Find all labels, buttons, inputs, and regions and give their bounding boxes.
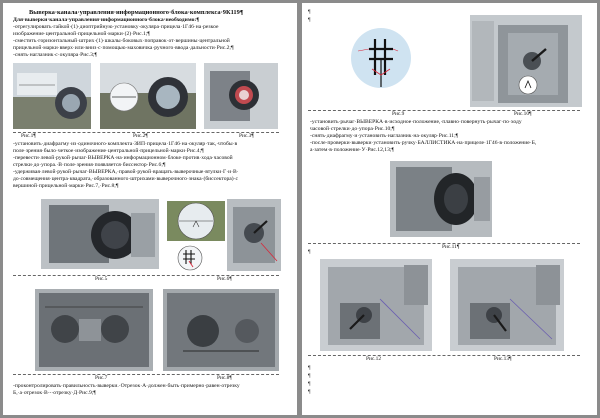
figure-6-inset-bisector xyxy=(177,245,203,271)
figure-5-reticle xyxy=(167,201,225,241)
paragraph-6-line-2: до·совмещения·центра·квадрата,·образованного·штрихами·выверочного·знака·(биссектора)·с xyxy=(13,176,238,182)
caption-fig-1: Рис.1¶ xyxy=(21,133,36,139)
separator xyxy=(13,374,279,375)
left-page xyxy=(3,3,297,415)
paragraph-2-line-2: прицельной·марки·вверх·или·вниз·с·помощью·маховичка·ручного·ввода·дальности·Рис.2;¶ xyxy=(13,45,234,51)
paragraph-1-line-1: -отрегулировать·гайкой·(1)·диоптрийную·установку·окуляра·прицела·1Г46·на·резкое xyxy=(13,24,219,30)
pilcrow-mark: ¶ xyxy=(308,249,311,255)
paragraph-2-line-1: -сместить·горизонтальный·штрих·(1)·шкалы·боковых·поправок·от·вершины·центральной xyxy=(13,38,230,44)
figure-6-photo xyxy=(227,199,281,271)
caption-fig-7: Рис.7 xyxy=(95,375,108,381)
pilcrow-mark: ¶ xyxy=(308,9,311,15)
pilcrow-mark: ¶ xyxy=(308,381,311,387)
figure-13-photo xyxy=(450,259,564,351)
pilcrow-mark: ¶ xyxy=(308,389,311,395)
document-title: Выверка·канала·управления·информационного·блока·комплекса·9К119¶ xyxy=(29,9,244,16)
caption-fig-13: Рис.13¶ xyxy=(494,356,512,362)
paragraph-4-line-2: поле·зрения·было·четкое·изображение·центральной·прицельной·марки·Рис.4;¶ xyxy=(13,148,204,154)
paragraph-8-line-1: -установить·рычаг·ВЫВЕРКА·в·исходное·положение,·плавно·повернуть·рычаг·по·ходу xyxy=(310,119,522,125)
paragraph-7-line-1: -проконтролировать·правильность·выверки.·Отрезок·А·должен·быть·примерно·равен·отрезку xyxy=(13,383,240,389)
figure-2-photo xyxy=(100,63,196,129)
caption-fig-2: Рис.2¶ xyxy=(133,133,148,139)
paragraph-8-line-2: часовой·стрелки·до·упора·Рис.10;¶ xyxy=(310,126,395,132)
paragraph-10-line-1: -после·проверки·выверки·установить·ручку·БАЛЛИСТИКА·на·прицеле·1Г46·в·положение·Б, xyxy=(310,140,537,146)
caption-fig-10: Рис.10¶ xyxy=(514,111,532,117)
figure-12-photo xyxy=(320,259,432,351)
caption-fig-3: Рис.3¶ xyxy=(239,133,254,139)
caption-fig-12: Рис.12 xyxy=(366,356,382,362)
figure-3-photo xyxy=(204,63,278,129)
paragraph-3: -снять·наглазник·с·окуляра·Рис.3;¶ xyxy=(13,52,98,58)
paragraph-10-line-2: а·затем·в·положение·У·Рис.12,13;¶ xyxy=(310,147,394,153)
figure-4-photo xyxy=(41,199,159,269)
figure-1-photo xyxy=(13,63,91,129)
figure-11-photo xyxy=(390,161,492,237)
caption-fig-6: Рис.6¶ xyxy=(217,276,232,282)
subtitle: Для·выверки·канала·управления·информационного·блока·необходимо:¶ xyxy=(13,17,200,23)
paragraph-5-line-2: стрелки·до·упора.·В·поле·зрения·появляется·биссектор·Рис.6;¶ xyxy=(13,162,166,168)
caption-fig-9: Рис.9 xyxy=(392,111,405,117)
figure-9-reticle xyxy=(338,25,424,91)
figure-8-photo xyxy=(163,289,279,371)
paragraph-4-line-1: -установить·диафрагму·из·одиночного·комплекта·ЗИП·прицела·1Г46·на·окуляр·так,·чтобы·в xyxy=(13,141,238,147)
pilcrow-mark: ¶ xyxy=(308,373,311,379)
right-page xyxy=(302,3,597,415)
figure-10-photo xyxy=(470,15,582,107)
paragraph-6-line-1: -удерживая·левой·рукой·рычаг·ВЫВЕРКА,·правой·рукой·вращать·выверочные·втулки·Г·и·В· xyxy=(13,169,239,175)
paragraph-9: -снять·диафрагму·и·установить·наглазник·на·окуляр·Рис.11;¶ xyxy=(310,133,459,139)
separator xyxy=(308,110,580,111)
paragraph-5-line-1: -перевести·левой·рукой·рычаг·ВЫВЕРКА·на·информационном·блоке·против·хода·часовой xyxy=(13,155,233,161)
pilcrow-mark: ¶ xyxy=(308,365,311,371)
paragraph-1-line-2: изображение·центральной·прицельной·марки·(2)·Рис.1;¶ xyxy=(13,31,150,37)
paragraph-6-line-3: вершиной·прицельной·марки·Рис.7,·Рис.8;¶ xyxy=(13,183,119,189)
paragraph-7-line-2: Б,·а·отрезок·В·-·отрезку·Д·Рис.9;¶ xyxy=(13,390,96,396)
separator xyxy=(13,275,279,276)
figure-7-photo xyxy=(35,289,153,371)
caption-fig-5: Рис.5 xyxy=(95,276,108,282)
pilcrow-mark: ¶ xyxy=(308,17,311,23)
separator xyxy=(308,355,580,356)
caption-fig-11: Рис.11¶ xyxy=(442,244,460,250)
caption-fig-8: Рис.8¶ xyxy=(217,375,232,381)
